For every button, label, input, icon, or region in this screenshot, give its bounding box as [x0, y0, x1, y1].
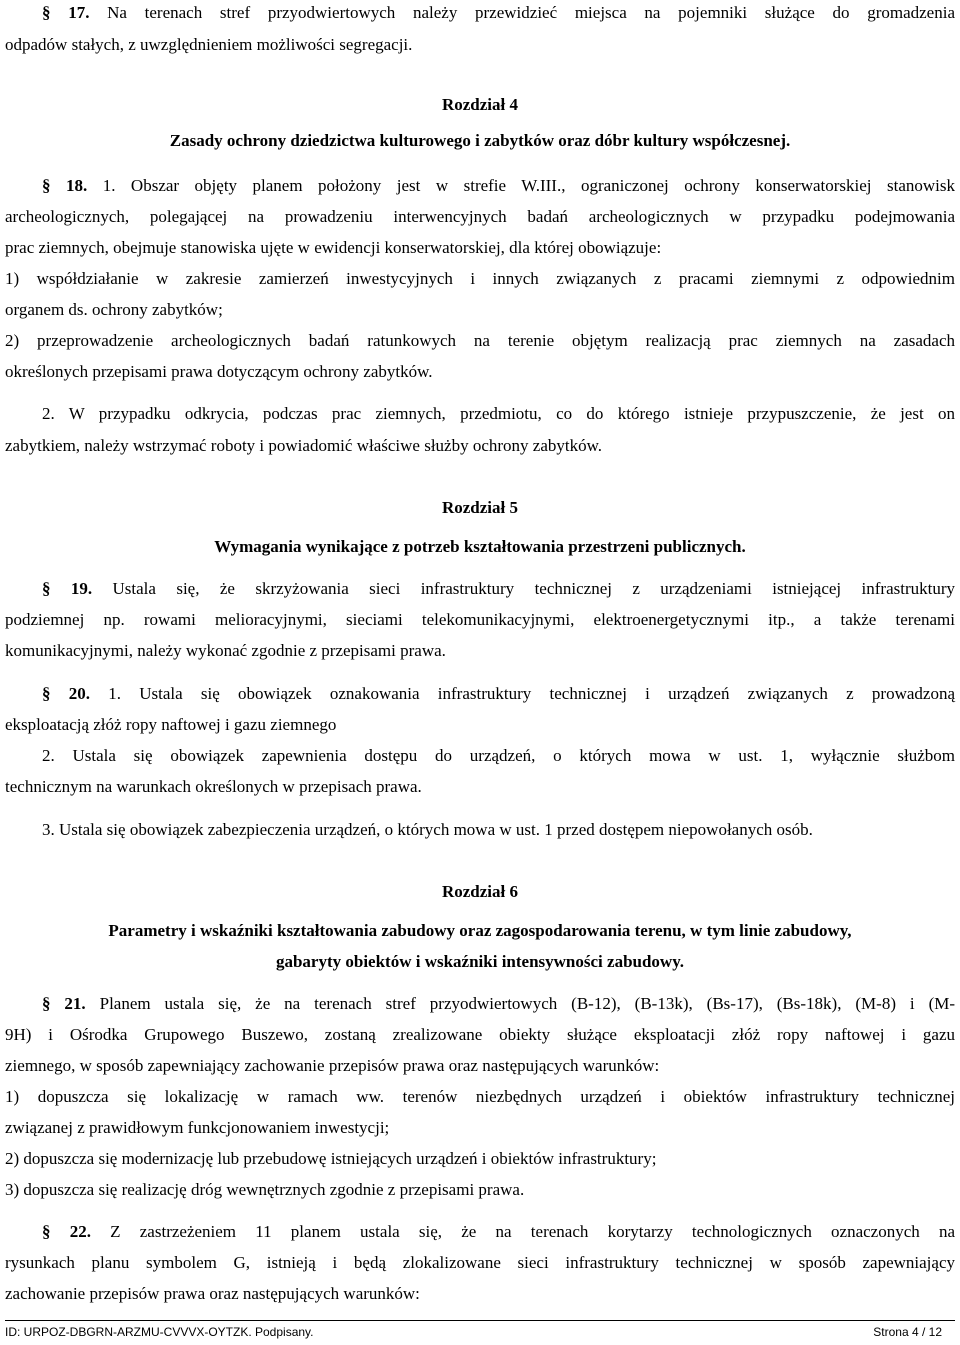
- text-run: odpadów stałych, z uwzględnieniem możliwości segregacji.: [5, 35, 413, 54]
- bold-text: Rozdział 6: [441, 882, 519, 901]
- paragraph-22-line-3: [5, 1283, 955, 1305]
- text-run: zachowanie przepisów prawa oraz następujących warunków:: [5, 1284, 420, 1303]
- bold-text: §: [42, 3, 69, 22]
- text-run: zabytkiem, należy wstrzymać roboty i powiadomić właściwe służby ochrony zabytków.: [5, 436, 603, 455]
- chapter-6-title-line-1: [5, 920, 955, 942]
- text-run: 1. Obszar objęty planem położony jest w strefie W.III., ograniczonej ochrony konserwatorskiej stanowisk: [87, 176, 955, 195]
- paragraph-17-line-1: [42, 2, 955, 24]
- paragraph-21-line-7: [5, 1179, 955, 1201]
- text-run: organem ds. ochrony zabytków;: [5, 300, 223, 319]
- text-run: prac ziemnych, obejmuje stanowiska ujęte w ewidencji konserwatorskiej, dla której obowiązuje:: [5, 238, 662, 257]
- text-run: 1) dopuszcza się lokalizację w ramach ww. terenów niezbędnych urządzeń i obiektów infrastruktury technicznej: [5, 1087, 955, 1106]
- bold-text: Parametry i wskaźniki kształtowania zabudowy oraz zagospodarowania terenu, w tym linie zabudowy,: [108, 921, 852, 940]
- bold-text: § 20.: [42, 684, 90, 703]
- bold-text: Rozdział 4: [441, 95, 519, 114]
- bold-text: § 18.: [42, 176, 88, 195]
- bold-text: § 21.: [42, 994, 86, 1013]
- paragraph-21-line-3: [5, 1055, 955, 1077]
- paragraph-20-3-line-1: [42, 819, 955, 841]
- paragraph-18-line-2: [5, 206, 955, 228]
- bold-text: § 22.: [42, 1222, 91, 1241]
- text-run: Na terenach stref przyodwiertowych należy przewidzieć miejsca na pojemniki służące do gromadzenia: [89, 3, 955, 22]
- paragraph-21-line-2: [5, 1024, 955, 1046]
- paragraph-18-line-1: [42, 175, 955, 197]
- paragraph-18-line-6: [5, 330, 955, 352]
- text-run: 9H) i Ośrodka Grupowego Buszewo, zostaną zrealizowane obiekty służące eksploatacji złóż ropy naftowej i gazu: [5, 1025, 955, 1044]
- paragraph-17-line-2: [5, 34, 955, 56]
- text-run: ziemnego, w sposób zapewniający zachowanie przepisów prawa oraz następujących warunków:: [5, 1056, 660, 1075]
- text-run: Z zastrzeżeniem 11 planem ustala się, że na terenach korytarzy technologicznych oznaczonych na: [90, 1222, 956, 1241]
- text-run: 2) przeprowadzenie archeologicznych badań ratunkowych na terenie objętym realizacją prac ziemnych na zasadach: [5, 331, 955, 350]
- paragraph-20-line-2: [5, 714, 955, 736]
- text-run: Ustala się, że skrzyżowania sieci infrastruktury technicznej z urządzeniami istniejącej infrastruktury: [92, 579, 955, 598]
- paragraph-19-line-1: [42, 578, 955, 600]
- bold-text: 17.: [68, 3, 90, 22]
- bold-text: Zasady ochrony dziedzictwa kulturowego i zabytków oraz dóbr kultury współczesnej.: [169, 131, 791, 150]
- paragraph-21-line-1: [42, 993, 955, 1015]
- text-run: rysunkach planu symbolem G, istnieją i będą zlokalizowane sieci infrastruktury technicznej w sposób zapewniający: [5, 1253, 955, 1272]
- text-run: komunikacyjnymi, należy wykonać zgodnie z przepisami prawa.: [5, 641, 446, 660]
- text-run: podziemnej np. rowami melioracyjnymi, sieciami telekomunikacyjnymi, elektroenergetycznymi itp., a także terenami: [5, 610, 955, 629]
- page-number: Strona 4 / 12: [873, 1325, 942, 1339]
- text-run: 1) współdziałanie w zakresie zamierzeń inwestycyjnych i innych związanych z pracami ziemnymi z odpowiednim: [5, 269, 955, 288]
- paragraph-18-2-line-1: [42, 403, 955, 425]
- text-run: 2. W przypadku odkrycia, podczas prac ziemnych, przedmiotu, co do którego istnieje przypuszczenie, że jest on: [42, 404, 955, 423]
- text-run: Planem ustala się, że na terenach stref przyodwiertowych (B-12), (B-13k), (Bs-17), (Bs-18k), (M-8) i (M-: [85, 994, 956, 1013]
- text-run: 3. Ustala się obowiązek zabezpieczenia urządzeń, o których mowa w ust. 1 przed dostępem niepowołanych osób.: [42, 820, 813, 839]
- paragraph-20-2-line-2: [5, 776, 955, 798]
- chapter-5-heading: [5, 497, 955, 519]
- paragraph-18-line-4: [5, 268, 955, 290]
- paragraph-19-line-2: [5, 609, 955, 631]
- text-run: związanej z prawidłowym funkcjonowaniem inwestycji;: [5, 1118, 390, 1137]
- document-id: ID: URPOZ-DBGRN-ARZMU-CVVVX-OYTZK. Podpisany.: [5, 1325, 314, 1339]
- text-run: 2) dopuszcza się modernizację lub przebudowę istniejących urządzeń i obiektów infrastruktury;: [5, 1149, 657, 1168]
- bold-text: Wymagania wynikające z potrzeb kształtowania przestrzeni publicznych.: [214, 537, 746, 556]
- chapter-5-title: [5, 536, 955, 558]
- bold-text: Rozdział 5: [441, 498, 519, 517]
- footer-divider: [5, 1320, 955, 1321]
- bold-text: gabaryty obiektów i wskaźniki intensywności zabudowy.: [275, 952, 685, 971]
- text-run: określonych przepisami prawa dotyczącym ochrony zabytków.: [5, 362, 433, 381]
- paragraph-21-line-5: [5, 1117, 955, 1139]
- paragraph-21-line-4: [5, 1086, 955, 1108]
- bold-text: § 19.: [42, 579, 93, 598]
- paragraph-18-line-7: [5, 361, 955, 383]
- paragraph-21-line-6: [5, 1148, 955, 1170]
- paragraph-19-line-3: [5, 640, 955, 662]
- paragraph-22-line-1: [42, 1221, 955, 1243]
- paragraph-18-2-line-2: [5, 435, 955, 457]
- paragraph-18-line-3: [5, 237, 955, 259]
- paragraph-20-line-1: [42, 683, 955, 705]
- text-run: technicznym na warunkach określonych w przepisach prawa.: [5, 777, 422, 796]
- chapter-4-heading: [5, 94, 955, 116]
- text-run: eksploatacją złóż ropy naftowej i gazu ziemnego: [5, 715, 337, 734]
- text-run: archeologicznych, polegającej na prowadzeniu interwencyjnych badań archeologicznych w przypadku podejmowania: [5, 207, 955, 226]
- text-run: 2. Ustala się obowiązek zapewnienia dostępu do urządzeń, o których mowa w ust. 1, wyłącznie służbom: [42, 746, 955, 765]
- text-run: 1. Ustala się obowiązek oznakowania infrastruktury technicznej i urządzeń związanych z prowadzoną: [90, 684, 956, 703]
- text-run: 3) dopuszcza się realizację dróg wewnętrznych zgodnie z przepisami prawa.: [5, 1180, 525, 1199]
- chapter-6-title-line-2: [5, 951, 955, 973]
- chapter-6-heading: [5, 881, 955, 903]
- paragraph-20-2-line-1: [42, 745, 955, 767]
- paragraph-22-line-2: [5, 1252, 955, 1274]
- paragraph-18-line-5: [5, 299, 955, 321]
- chapter-4-title: [5, 130, 955, 152]
